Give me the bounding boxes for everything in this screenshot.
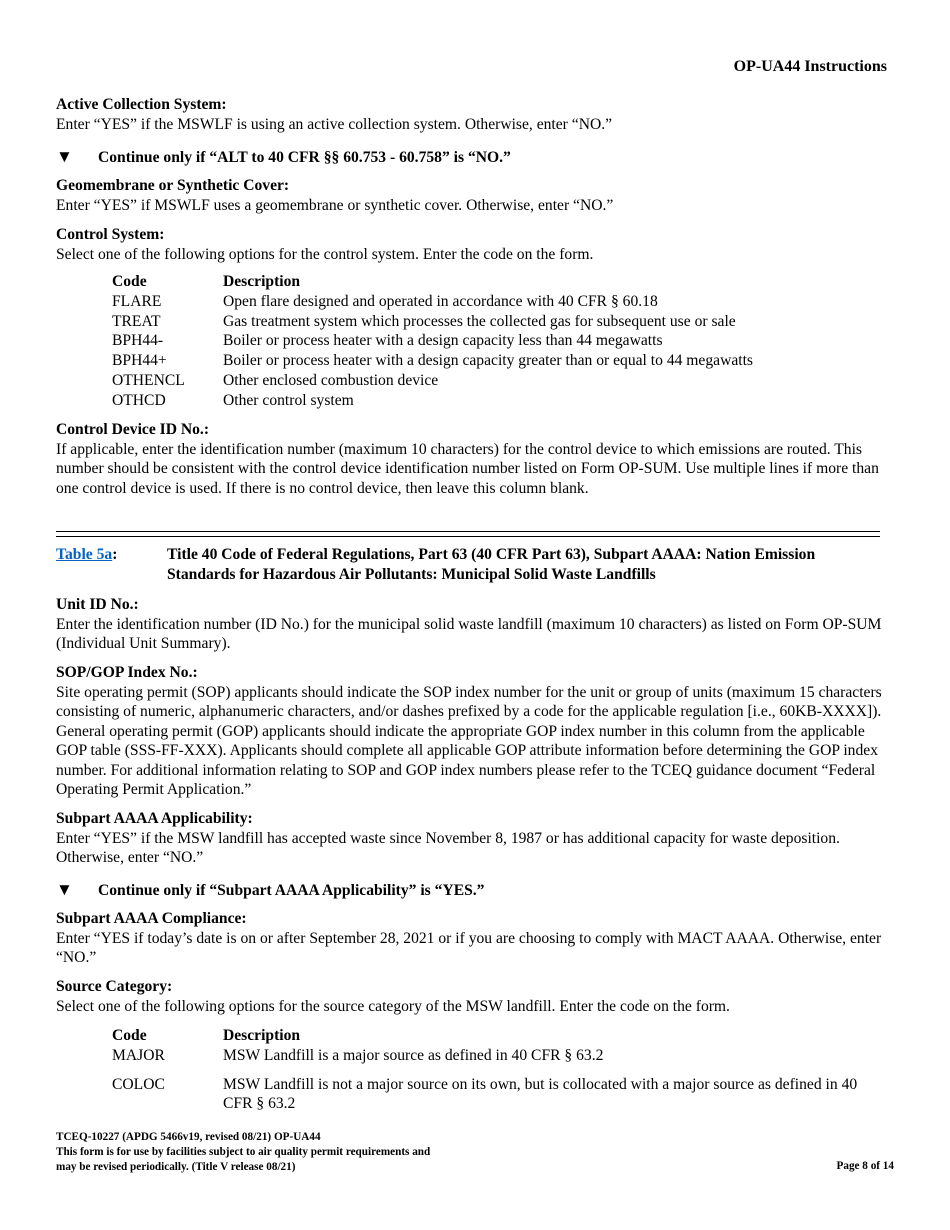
section-heading: Geomembrane or Synthetic Cover: (56, 177, 290, 194)
section-geomembrane (56, 176, 896, 215)
code-cell: BPH44- (112, 332, 164, 350)
section-unit-id (56, 595, 896, 654)
section-body: Enter “YES if today’s date is on or after September 28, 2021 or if you are choosing to comply with MACT AAAA. Otherwise, enter “NO.” (56, 929, 882, 966)
footer-line: This form is for use by facilities subject to air quality permit requirements and (56, 1146, 431, 1158)
section-heading: Active Collection System: (56, 96, 227, 113)
section-control-system (56, 225, 896, 264)
table-row (112, 331, 883, 351)
section-body: Enter the identification number (ID No.) for the municipal solid waste landfill (maximum 10 characters) as listed on Form OP-SUM (Individual Unit Summary). (56, 615, 882, 652)
section-control-device-id (56, 420, 896, 498)
section-body: Select one of the following options for the source category of the MSW landfill. Enter the code on the form. (56, 997, 730, 1015)
description-column-header: Description (223, 1027, 301, 1044)
section-body: Select one of the following options for the control system. Enter the code on the form. (56, 245, 594, 263)
footer-line: may be revised periodically. (Title V release 08/21) (56, 1161, 296, 1173)
code-cell: OTHCD (112, 391, 166, 409)
code-column-header: Code (112, 273, 147, 290)
table-row (112, 1046, 883, 1075)
section-body: If applicable, enter the identification number (maximum 10 characters) for the control device to which emissions are routed. This number should be consistent with the control device identification number listed on Form OP-SUM. Use multiple lines if more than one control device is used. If there is no control device, then leave this column blank. (56, 440, 879, 497)
double-rule-divider (56, 531, 880, 537)
description-cell: Boiler or process heater with a design capacity less than 44 megawatts (223, 332, 663, 350)
table-row (112, 1075, 883, 1115)
control-system-codes-table (112, 272, 883, 411)
continue-instruction-2 (56, 880, 484, 900)
continue-instruction-1 (56, 147, 511, 167)
section-body: Enter “YES” if MSWLF uses a geomembrane or synthetic cover. Otherwise, enter “NO.” (56, 196, 614, 214)
description-column-header: Description (223, 273, 301, 290)
table-5a-link[interactable]: Table 5a (56, 546, 113, 563)
section-body: Enter “YES” if the MSWLF is using an active collection system. Otherwise, enter “NO.” (56, 115, 613, 133)
section-body: Enter “YES” if the MSW landfill has accepted waste since November 8, 1987 or has additional capacity for waste deposition. Otherwise, enter “NO.” (56, 829, 840, 866)
code-cell: TREAT (112, 312, 161, 330)
section-heading: Subpart AAAA Applicability: (56, 810, 253, 827)
page-number: Page 8 of 14 (836, 1160, 894, 1172)
section-sop-gop-index (56, 663, 896, 800)
description-cell: MSW Landfill is a major source as defined in 40 CFR § 63.2 (223, 1046, 604, 1064)
table-5a-label (56, 545, 117, 565)
table-header-row (112, 1026, 883, 1046)
section-source-category (56, 977, 896, 1016)
code-cell: COLOC (112, 1075, 165, 1093)
description-cell: Other control system (223, 391, 354, 409)
description-cell: Boiler or process heater with a design capacity greater than or equal to 44 megawatts (223, 352, 753, 370)
code-cell: BPH44+ (112, 352, 167, 370)
description-cell: Gas treatment system which processes the collected gas for subsequent use or sale (223, 312, 736, 330)
table-5a-colon: : (112, 546, 118, 563)
code-cell: OTHENCL (112, 371, 185, 389)
section-body: Site operating permit (SOP) applicants should indicate the SOP index number for the unit or group of units (maximum 15 characters consisting of numeric, alphanumeric characters, and/or dashes prefixed by a code for the applicable regulation [i.e., 60KB-XXXX]). General operating permit (GOP) applicants should indicate the appropriate GOP index number in this column from the applicable GOP table (SSS-FF-XXX). Applicants should complete all applicable GOP attribute information before determining the GOP index number. For additional information relating to SOP and GOP index numbers please refer to the TCEQ guidance document “Federal Operating Permit Application.” (56, 683, 882, 798)
section-heading: Control Device ID No.: (56, 421, 210, 438)
continue-text: Continue only if “Subpart AAAA Applicability” is “YES.” (98, 882, 485, 899)
triangle-down-icon: ▼ (56, 880, 73, 899)
table-row (112, 371, 883, 391)
section-heading: Source Category: (56, 978, 173, 995)
table-5a-title (56, 545, 896, 585)
section-subpart-aaaa-applicability (56, 809, 896, 868)
section-active-collection (56, 95, 896, 134)
section-heading: Subpart AAAA Compliance: (56, 910, 247, 927)
description-cell: Open flare designed and operated in accordance with 40 CFR § 60.18 (223, 292, 658, 310)
table-row (112, 391, 883, 411)
section-heading: Unit ID No.: (56, 596, 139, 613)
continue-text: Continue only if “ALT to 40 CFR §§ 60.753 - 60.758” is “NO.” (98, 149, 511, 166)
source-category-codes-table (112, 1026, 883, 1114)
form-footer (56, 1130, 430, 1175)
table-row (112, 351, 883, 371)
code-cell: FLARE (112, 292, 162, 310)
section-heading: SOP/GOP Index No.: (56, 664, 198, 681)
code-cell: MAJOR (112, 1046, 165, 1064)
description-cell: Other enclosed combustion device (223, 371, 439, 389)
footer-line: TCEQ-10227 (APDG 5466v19, revised 08/21) OP-UA44 (56, 1131, 321, 1143)
running-header: OP-UA44 Instructions (733, 58, 887, 75)
section-heading: Control System: (56, 226, 165, 243)
section-subpart-aaaa-compliance (56, 909, 896, 968)
table-header-row (112, 272, 883, 292)
table-row (112, 292, 883, 312)
table-5a-heading: Title 40 Code of Federal Regulations, Part 63 (40 CFR Part 63), Subpart AAAA: Nation Emission Standards for Hazardous Air Pollutants: Municipal Solid Waste Landfills (167, 546, 816, 583)
table-row (112, 312, 883, 332)
triangle-down-icon: ▼ (56, 147, 73, 166)
code-column-header: Code (112, 1027, 147, 1044)
description-cell: MSW Landfill is not a major source on its own, but is collocated with a major source as defined in 40 CFR § 63.2 (223, 1075, 858, 1113)
